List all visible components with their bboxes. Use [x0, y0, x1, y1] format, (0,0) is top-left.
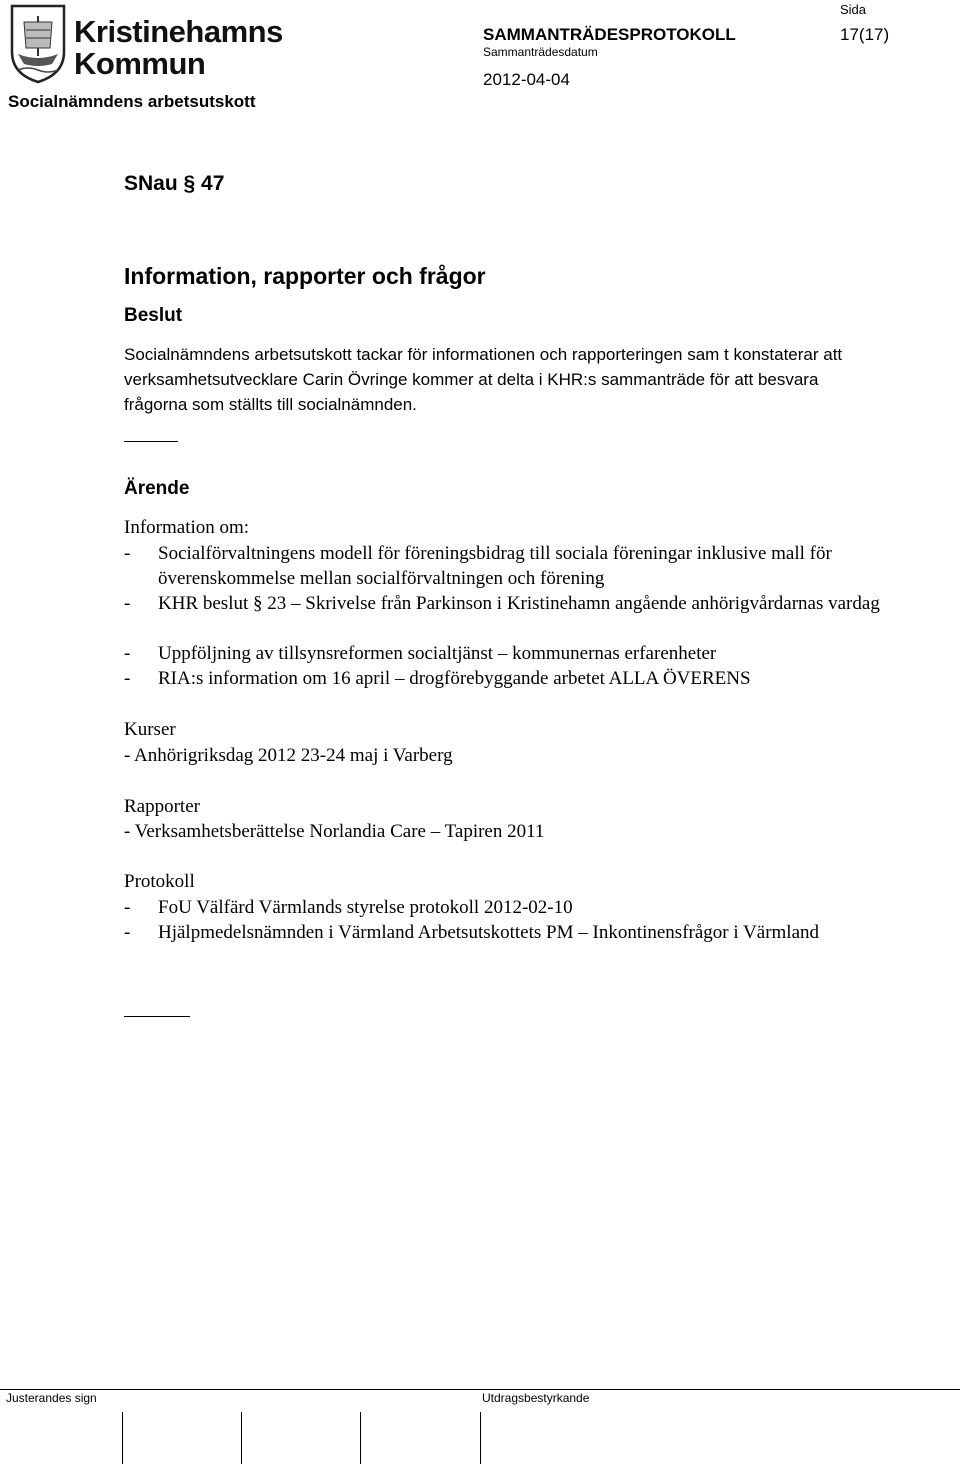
signature-label: Justerandes sign: [6, 1391, 97, 1405]
list-item-text: FoU Välfärd Värmlands styrelse protokoll 2012-02-10: [158, 897, 573, 918]
municipality-crest-logo: [8, 2, 68, 84]
matter-heading: Ärende: [124, 478, 190, 499]
courses-heading: Kurser: [124, 719, 176, 740]
page-number: 17(17): [840, 25, 890, 44]
extract-certification-label: Utdragsbestyrkande: [482, 1391, 590, 1405]
signature-box-divider: [241, 1412, 242, 1464]
end-divider: [124, 1016, 190, 1017]
brand-name-line2: Kommun: [74, 46, 206, 81]
document-type: SAMMANTRÄDESPROTOKOLL: [483, 25, 736, 44]
list-dash: -: [124, 897, 131, 918]
list-dash: -: [124, 922, 131, 943]
list-dash: -: [124, 593, 131, 614]
minutes-heading: Protokoll: [124, 871, 195, 892]
meeting-date-value: 2012-04-04: [483, 70, 570, 89]
list-item-text: RIA:s information om 16 april – drogförebyggande arbetet ALLA ÖVERENS: [158, 668, 751, 689]
information-label: Information om:: [124, 517, 250, 538]
paragraph-number: SNau § 47: [124, 172, 225, 195]
list-item-text: KHR beslut § 23 – Skrivelse från Parkinson i Kristinehamn angående anhörigvårdarnas vardag: [158, 593, 880, 614]
signature-box-divider: [480, 1412, 481, 1464]
signature-box-divider: [360, 1412, 361, 1464]
signature-box-divider: [122, 1412, 123, 1464]
section-divider: [124, 441, 178, 442]
list-item-text: Socialförvaltningens modell för föreningsbidrag till sociala föreningar inklusive mall för överenskommelse mellan socialförvaltningen och förening: [158, 543, 832, 589]
footer-rule: [0, 1389, 960, 1390]
brand-name-line1: Kristinehamns: [74, 14, 283, 49]
reports-heading: Rapporter: [124, 796, 200, 817]
decision-heading: Beslut: [124, 305, 183, 326]
list-item-text: Hjälpmedelsnämnden i Värmland Arbetsutskottets PM – Inkontinensfrågor i Värmland: [158, 922, 820, 943]
list-dash: -: [124, 668, 131, 689]
page-label: Sida: [840, 2, 867, 17]
decision-text: Socialnämndens arbetsutskott tackar för informationen och rapporteringen sam t konstaterar att verksamhetsutvecklare Carin Övringe kommer at delta i KHR:s sammanträde för att besvara frågorna som ställts till socialnämnden.: [124, 345, 843, 414]
list-dash: -: [124, 543, 131, 564]
committee-name: Socialnämndens arbetsutskott: [8, 92, 256, 111]
reports-item: - Verksamhetsberättelse Norlandia Care – Tapiren 2011: [124, 821, 545, 842]
meeting-date-label: Sammanträdesdatum: [483, 45, 598, 59]
page-title: Information, rapporter och frågor: [124, 263, 486, 289]
list-item-text: Uppföljning av tillsynsreformen socialtjänst – kommunernas erfarenheter: [158, 643, 717, 664]
courses-item: - Anhörigriksdag 2012 23-24 maj i Varberg: [124, 745, 453, 766]
list-dash: -: [124, 643, 131, 664]
